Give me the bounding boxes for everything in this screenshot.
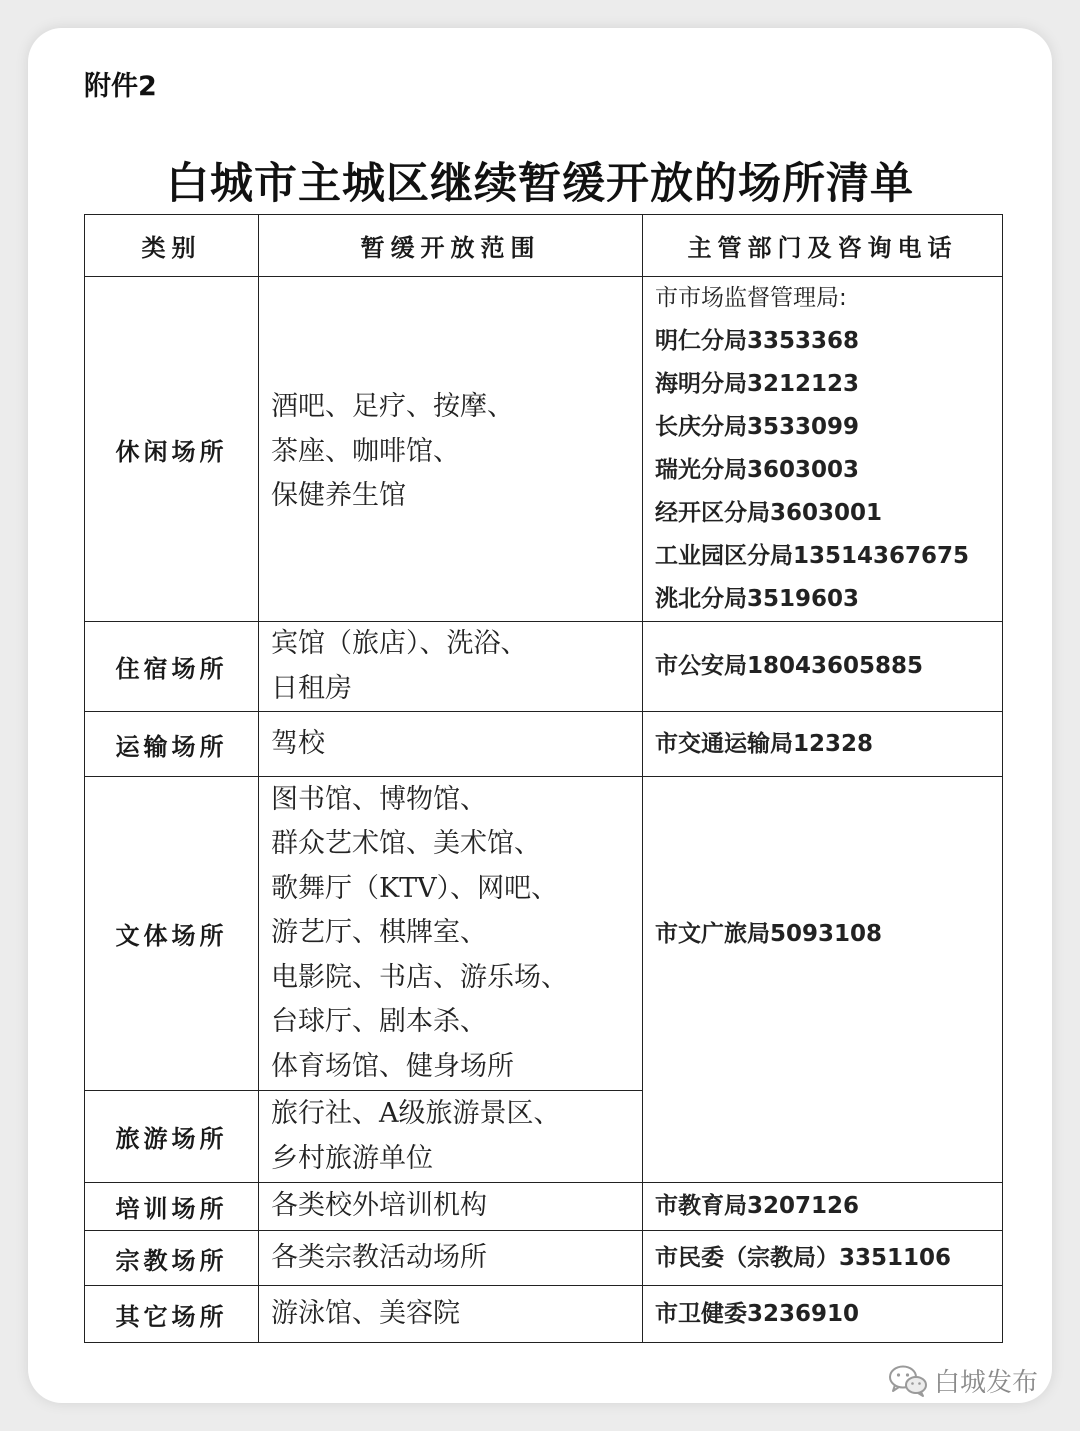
dept-line: 长庆分局3533099 <box>655 414 860 440</box>
scope-line: 电影院、书店、游乐场、 <box>271 961 568 993</box>
table-row <box>85 1231 1003 1286</box>
document-title: 白城市主城区继续暂缓开放的场所清单 <box>166 159 914 209</box>
dept-line: 市市场监督管理局: <box>655 285 847 311</box>
table-header-row <box>85 215 1003 277</box>
scope-cell <box>259 277 643 622</box>
dept-cell <box>643 1231 1003 1286</box>
scope-line: 各类校外培训机构 <box>271 1190 487 1222</box>
table-row <box>85 1286 1003 1343</box>
attachment-label: 附件2 <box>84 71 157 102</box>
table-row <box>85 277 1003 622</box>
scope-line: 乡村旅游单位 <box>271 1142 433 1174</box>
scope-cell <box>259 622 643 712</box>
scope-line: 酒吧、足疗、按摩、 <box>271 391 514 423</box>
scope-line: 茶座、咖啡馆、 <box>271 435 460 467</box>
dept-cell <box>643 1286 1003 1343</box>
category-cell: 住宿场所 <box>85 622 259 712</box>
category-cell: 文体场所 <box>85 777 259 1091</box>
scope-line: 驾校 <box>271 727 325 759</box>
header-scope: 暂缓开放范围 <box>259 215 643 277</box>
venue-list-table <box>84 214 1003 1343</box>
scope-line: 保健养生馆 <box>271 480 406 512</box>
category-cell: 培训场所 <box>85 1183 259 1231</box>
wechat-icon <box>888 1364 928 1398</box>
scope-cell <box>259 712 643 777</box>
dept-line: 海明分局3212123 <box>655 371 860 397</box>
category-cell: 运输场所 <box>85 712 259 777</box>
scope-cell <box>259 1091 643 1183</box>
dept-cell <box>643 712 1003 777</box>
category-cell: 宗教场所 <box>85 1231 259 1286</box>
dept-cell <box>643 622 1003 712</box>
scope-cell <box>259 1286 643 1343</box>
watermark <box>888 1362 1038 1399</box>
table-row <box>85 622 1003 712</box>
scope-line: 歌舞厅（KTV）、网吧、 <box>271 872 559 904</box>
scope-line: 旅行社、A级旅游景区、 <box>271 1098 561 1129</box>
category-cell: 其它场所 <box>85 1286 259 1343</box>
dept-line: 经开区分局3603001 <box>655 500 883 526</box>
scope-cell <box>259 1231 643 1286</box>
dept-line: 洮北分局3519603 <box>655 586 860 612</box>
scope-line: 图书馆、博物馆、 <box>271 783 487 815</box>
dept-line: 市民委（宗教局）3351106 <box>655 1244 952 1271</box>
watermark-text: 白城发布 <box>934 1368 1039 1398</box>
category-cell: 旅游场所 <box>85 1091 259 1183</box>
scope-cell <box>259 777 643 1091</box>
scope-line: 日租房 <box>271 672 352 704</box>
dept-line: 明仁分局3353368 <box>655 328 860 354</box>
scope-line: 游泳馆、美容院 <box>271 1297 460 1329</box>
scope-line: 群众艺术馆、美术馆、 <box>271 828 541 860</box>
dept-line: 市教育局3207126 <box>655 1193 860 1219</box>
scope-line: 台球厅、剧本杀、 <box>271 1006 487 1038</box>
header-category: 类别 <box>85 215 259 277</box>
scope-cell <box>259 1183 643 1231</box>
dept-cell <box>643 1183 1003 1231</box>
scope-line: 各类宗教活动场所 <box>271 1241 487 1273</box>
dept-cell <box>643 777 1003 1183</box>
dept-line: 工业园区分局13514367675 <box>655 543 970 569</box>
table-row <box>85 777 1003 1091</box>
dept-cell <box>643 277 1003 622</box>
dept-line: 市公安局18043605885 <box>655 653 924 679</box>
table-row <box>85 712 1003 777</box>
category-cell: 休闲场所 <box>85 277 259 622</box>
scope-line: 游艺厅、棋牌室、 <box>271 917 487 949</box>
header-dept: 主管部门及咨询电话 <box>643 215 1003 277</box>
dept-line: 市文广旅局5093108 <box>655 921 883 947</box>
scope-line: 体育场馆、健身场所 <box>271 1050 514 1082</box>
dept-line: 市交通运输局12328 <box>655 730 874 757</box>
scope-line: 宾馆（旅店）、洗浴、 <box>271 628 528 659</box>
dept-line: 市卫健委3236910 <box>655 1300 860 1327</box>
dept-line: 瑞光分局3603003 <box>655 457 860 483</box>
table-row <box>85 1183 1003 1231</box>
